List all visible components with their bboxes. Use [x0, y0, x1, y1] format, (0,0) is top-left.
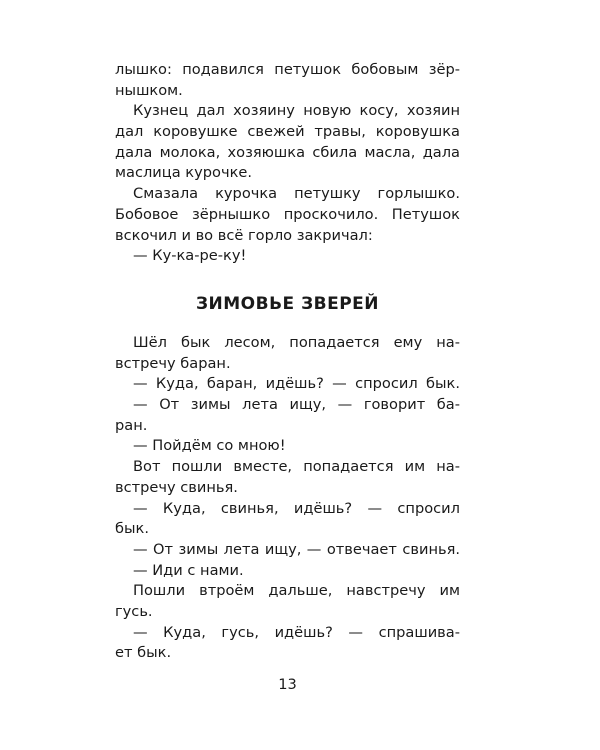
text-line: нышком. [115, 81, 183, 99]
text-line: встречу свинья. [115, 478, 238, 496]
text-line: бык. [115, 520, 149, 538]
text-line: — Куда, свинья, идёшь? — спросил [133, 499, 460, 517]
text-line: дала молока, хозяюшка сбила масла, дала [115, 143, 460, 161]
story-ending-text [115, 60, 460, 267]
text-line: Вот пошли вместе, попадается им на- [133, 458, 460, 476]
text-line: ран. [115, 416, 148, 434]
text-line: встречу баран. [115, 354, 231, 372]
page-number: 13 [278, 676, 297, 693]
text-line: ет бык. [115, 644, 172, 662]
text-line: — От зимы лета ищу, — говорит ба- [133, 396, 460, 414]
text-line: — Куда, гусь, идёшь? — спрашива- [133, 623, 460, 641]
text-line: — Ку-ка-ре-ку! [133, 247, 247, 265]
text-line: вскочил и во всё горло закричал: [115, 226, 373, 244]
text-line: лышко: подавился петушок бобовым зёр- [115, 61, 460, 78]
text-line: — Иди с нами. [133, 561, 244, 579]
text-line: гусь. [115, 602, 153, 620]
text-line: — Куда, баран, идёшь? — спросил бык. [133, 375, 460, 393]
text-line: — Пойдём со мною! [133, 437, 286, 455]
text-line: Кузнец дал хозяину новую косу, хозяин [133, 102, 460, 120]
text-line: маслица курочке. [115, 164, 253, 182]
text-line: Пошли втроём дальше, навстречу им [133, 582, 460, 600]
text-line: Бобовое зёрнышко проскочило. Петушок [115, 205, 460, 223]
text-line: дал коровушке свежей травы, коровушка [115, 123, 460, 141]
story-body-text [115, 333, 460, 664]
story-title: ЗИМОВЬЕ ЗВЕРЕЙ [195, 294, 380, 314]
text-line: Смазала курочка петушку горлышко. [133, 185, 460, 203]
text-line: Шёл бык лесом, попадается ему на- [133, 334, 460, 351]
text-line: — От зимы лета ищу, — отвечает свинья. [133, 540, 460, 558]
